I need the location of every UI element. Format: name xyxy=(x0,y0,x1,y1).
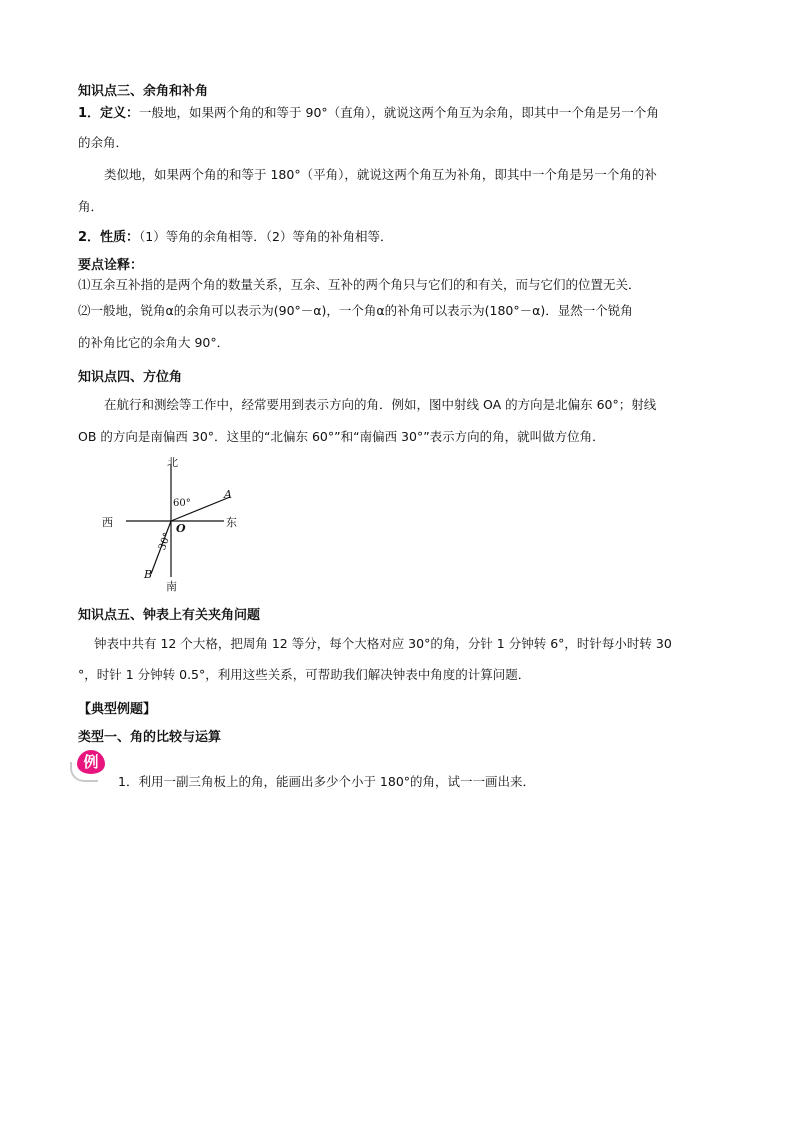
section-4-para-line-2: OB 的方向是南偏西 30°．这里的“北偏东 60°”和“南偏西 30°”表示方向的角，就叫做方位角． xyxy=(78,429,605,444)
definition-line-2: 的余角． xyxy=(78,135,129,150)
key-point-1: ⑴互余互补指的是两个角的数量关系，互余、互补的两个角只与它们的和有关，而与它们的位置无关． xyxy=(78,277,641,292)
key-point-2-line-2: 的补角比它的余角大 90°． xyxy=(78,335,230,350)
property-line xyxy=(78,228,392,247)
type-1-heading: 类型一、角的比较与运算 xyxy=(78,730,222,745)
west-label: 西 xyxy=(102,516,113,529)
examples-heading: 【典型例题】 xyxy=(78,702,157,717)
section-3-heading: 知识点三、余角和补角 xyxy=(78,84,209,99)
direction-angle-figure xyxy=(100,452,250,592)
section-5-para-line-2: °，时针 1 分钟转 0.5°，利用这些关系，可帮助我们解决钟表中角度的计算问题． xyxy=(78,667,531,682)
angle-60-label: 60° xyxy=(173,498,191,509)
point-o-label: O xyxy=(176,522,186,535)
section-4-heading: 知识点四、方位角 xyxy=(78,370,183,385)
key-points-heading: 要点诠释： xyxy=(78,258,144,273)
definition-2-line-2: 角． xyxy=(78,199,104,214)
angle-30-label: 30° xyxy=(157,531,174,552)
example-question-1: 1．利用一副三角板上的角，能画出多少个小于 180°的角，试一一画出来． xyxy=(118,774,536,789)
south-label: 南 xyxy=(166,580,177,593)
definition-text-1: 一般地，如果两个角的和等于 90°（直角），就说这两个角互为余角，即其中一个角是另一个角 xyxy=(139,105,659,120)
section-5-heading: 知识点五、钟表上有关夹角问题 xyxy=(78,608,261,623)
property-text: （1）等角的余角相等．（2）等角的补角相等． xyxy=(139,229,393,244)
section-5-para-line-1: 钟表中共有 12 个大格，把周角 12 等分，每个大格对应 30°的角，分针 1 分钟转 6°，时针每小时转 30 xyxy=(94,636,672,651)
definition-label: 1．定义： xyxy=(78,106,140,121)
definition-line-1 xyxy=(78,104,659,123)
key-point-2-line-1: ⑵一般地，锐角α的余角可以表示为(90°－α)，一个角α的补角可以表示为(180°－α)．显然一个锐角 xyxy=(78,303,633,318)
definition-2-line-1: 类似地，如果两个角的和等于 180°（平角），就说这两个角互为补角，即其中一个角是另一个角的补 xyxy=(104,167,657,182)
east-label: 东 xyxy=(226,516,237,529)
north-label: 北 xyxy=(167,456,178,469)
point-b-label: B xyxy=(144,568,153,581)
example-badge: 例 xyxy=(77,750,105,774)
point-a-label: A xyxy=(224,488,232,501)
property-label: 2．性质： xyxy=(78,230,140,245)
section-4-para-line-1: 在航行和测绘等工作中，经常要用到表示方向的角．例如，图中射线 OA 的方向是北偏东 60°；射线 xyxy=(104,397,657,412)
